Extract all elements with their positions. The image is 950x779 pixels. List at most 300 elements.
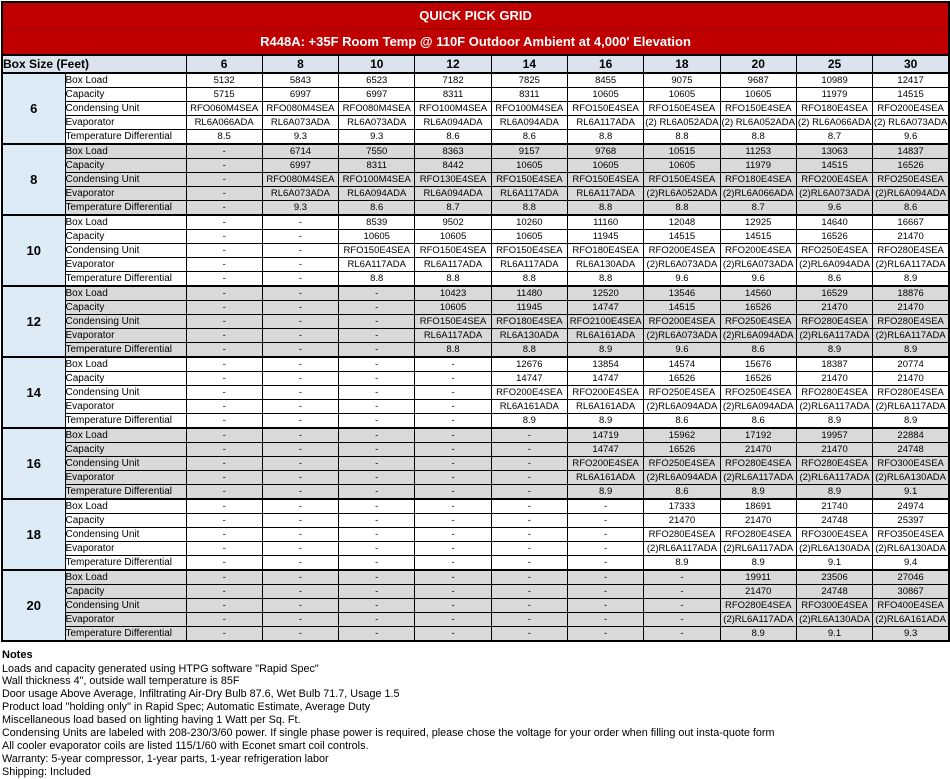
- data-cell: -: [262, 599, 338, 613]
- data-cell: 6997: [339, 88, 415, 102]
- data-cell: 16526: [644, 443, 720, 457]
- data-cell: 14640: [796, 215, 872, 230]
- table-row: [2, 286, 949, 301]
- data-cell: 21470: [873, 372, 949, 386]
- data-cell: -: [567, 542, 643, 556]
- data-cell: -: [491, 627, 567, 642]
- data-cell: -: [186, 230, 262, 244]
- data-cell: -: [491, 514, 567, 528]
- data-cell: RL6A117ADA: [415, 258, 491, 272]
- data-cell: -: [415, 585, 491, 599]
- data-cell: -: [415, 471, 491, 485]
- data-cell: 27046: [873, 570, 949, 585]
- data-cell: RL6A161ADA: [567, 400, 643, 414]
- data-cell: 8455: [567, 73, 643, 88]
- data-cell: -: [339, 499, 415, 514]
- data-cell: -: [339, 428, 415, 443]
- data-cell: -: [415, 627, 491, 642]
- row-label: Condensing Unit: [65, 315, 186, 329]
- data-cell: 8539: [339, 215, 415, 230]
- data-cell: 8.6: [644, 414, 720, 429]
- data-cell: 12925: [720, 215, 796, 230]
- data-cell: -: [491, 556, 567, 571]
- note-line: Miscellaneous load based on lighting having 1 Watt per Sq. Ft.: [2, 714, 301, 727]
- data-cell: 11945: [567, 230, 643, 244]
- table-row: [2, 585, 949, 599]
- data-cell: (2)RL6A130ADA: [873, 471, 949, 485]
- data-cell: 9687: [720, 73, 796, 88]
- data-cell: -: [262, 428, 338, 443]
- data-cell: -: [567, 585, 643, 599]
- data-cell: RFO150E4SEA: [339, 244, 415, 258]
- data-cell: RFO100M4SEA: [491, 102, 567, 116]
- data-cell: RFO180E4SEA: [491, 315, 567, 329]
- data-cell: RFO280E4SEA: [873, 386, 949, 400]
- box-size-cell-6: 6: [2, 73, 65, 144]
- data-cell: -: [186, 542, 262, 556]
- data-cell: RL6A161ADA: [491, 400, 567, 414]
- column-header-6: 6: [186, 55, 262, 73]
- table-row: [2, 301, 949, 315]
- data-cell: 8.6: [720, 414, 796, 429]
- table-row: [2, 102, 949, 116]
- row-label: Evaporator: [65, 400, 186, 414]
- data-cell: 21470: [796, 301, 872, 315]
- data-cell: 13854: [567, 357, 643, 372]
- data-cell: 21470: [796, 372, 872, 386]
- data-cell: 10989: [796, 73, 872, 88]
- notes-heading: Notes: [2, 649, 33, 661]
- notes-lines: [2, 663, 950, 779]
- box-size-cell-10: 10: [2, 215, 65, 286]
- data-cell: 7825: [491, 73, 567, 88]
- data-cell: RL6A117ADA: [491, 258, 567, 272]
- data-cell: RL6A073ADA: [339, 116, 415, 130]
- data-cell: 23506: [796, 570, 872, 585]
- data-cell: -: [186, 528, 262, 542]
- table-row: [2, 386, 949, 400]
- row-label: Evaporator: [65, 329, 186, 343]
- data-cell: 9.1: [796, 556, 872, 571]
- data-cell: -: [644, 570, 720, 585]
- row-label: Evaporator: [65, 471, 186, 485]
- data-cell: 9768: [567, 144, 643, 159]
- data-cell: 8.8: [339, 272, 415, 287]
- data-cell: (2)RL6A073ADA: [796, 187, 872, 201]
- column-header-14: 14: [491, 55, 567, 73]
- row-label: Capacity: [65, 585, 186, 599]
- data-cell: 8.6: [796, 272, 872, 287]
- note-line: Warranty: 5-year compressor, 1-year parts, 1-year refrigeration labor: [2, 752, 329, 765]
- data-cell: 7182: [415, 73, 491, 88]
- data-cell: RFO100M4SEA: [415, 102, 491, 116]
- data-cell: RFO150E4SEA: [720, 102, 796, 116]
- data-cell: 19911: [720, 570, 796, 585]
- data-cell: 8.6: [491, 130, 567, 145]
- data-cell: RFO280E4SEA: [796, 457, 872, 471]
- data-cell: 8.8: [415, 272, 491, 287]
- data-cell: -: [567, 570, 643, 585]
- row-label: Evaporator: [65, 187, 186, 201]
- box-size-cell-18: 18: [2, 499, 65, 570]
- data-cell: RL6A117ADA: [567, 187, 643, 201]
- data-cell: 18691: [720, 499, 796, 514]
- data-cell: -: [567, 528, 643, 542]
- data-cell: -: [339, 514, 415, 528]
- data-cell: (2)RL6A094ADA: [644, 400, 720, 414]
- data-cell: 10515: [644, 144, 720, 159]
- data-cell: RL6A094ADA: [491, 116, 567, 130]
- data-cell: -: [262, 286, 338, 301]
- data-cell: 21470: [644, 514, 720, 528]
- data-cell: (2)RL6A117ADA: [873, 329, 949, 343]
- column-header-10: 10: [339, 55, 415, 73]
- table-row: [2, 315, 949, 329]
- data-cell: -: [262, 499, 338, 514]
- data-cell: RFO280E4SEA: [720, 599, 796, 613]
- table-row: [2, 570, 949, 585]
- data-cell: 8.7: [720, 201, 796, 216]
- data-cell: 10605: [720, 88, 796, 102]
- data-cell: RL6A073ADA: [262, 187, 338, 201]
- data-cell: (2) RL6A052ADA: [721, 117, 795, 128]
- data-cell: RFO080M4SEA: [262, 102, 338, 116]
- data-cell: 18387: [796, 357, 872, 372]
- data-cell: 14574: [644, 357, 720, 372]
- row-label: Temperature Differential: [65, 485, 186, 500]
- data-cell: -: [262, 400, 338, 414]
- column-header-30: 30: [873, 55, 949, 73]
- column-header-12: 12: [415, 55, 491, 73]
- data-cell: 6997: [262, 159, 338, 173]
- data-cell: RL6A117ADA: [415, 329, 491, 343]
- data-cell: 16526: [644, 372, 720, 386]
- table-row: [2, 528, 949, 542]
- note-line: Product load "holding only" in Rapid Spec; Automatic Estimate, Average Duty: [2, 701, 371, 714]
- data-cell: -: [339, 329, 415, 343]
- data-cell: 14515: [796, 159, 872, 173]
- data-cell: 21470: [796, 443, 872, 457]
- data-cell: 14747: [567, 372, 643, 386]
- data-cell: 8.9: [720, 485, 796, 500]
- data-cell: RFO200E4SEA: [644, 244, 720, 258]
- data-cell: RFO400E4SEA: [873, 599, 949, 613]
- row-label: Capacity: [65, 514, 186, 528]
- data-cell: RL6A117ADA: [491, 187, 567, 201]
- data-cell: -: [491, 585, 567, 599]
- data-cell: -: [186, 414, 262, 429]
- data-cell: 11979: [796, 88, 872, 102]
- data-cell: -: [186, 215, 262, 230]
- row-label: Temperature Differential: [65, 201, 186, 216]
- data-cell: 9.6: [720, 272, 796, 287]
- data-cell: 21470: [873, 230, 949, 244]
- data-cell: (2)RL6A073ADA: [644, 329, 720, 343]
- data-cell: -: [415, 613, 491, 627]
- data-cell: -: [339, 357, 415, 372]
- data-cell: 10605: [339, 230, 415, 244]
- data-cell: -: [339, 485, 415, 500]
- data-cell: (2)RL6A117ADA: [796, 471, 872, 485]
- data-cell: RFO200E4SEA: [567, 457, 643, 471]
- data-cell: 20774: [873, 357, 949, 372]
- data-cell: 10605: [644, 159, 720, 173]
- row-label: Capacity: [65, 159, 186, 173]
- data-cell: -: [567, 613, 643, 627]
- data-cell: -: [186, 372, 262, 386]
- table-row: [2, 457, 949, 471]
- data-cell: 12417: [873, 73, 949, 88]
- row-label: Condensing Unit: [65, 386, 186, 400]
- data-cell: (2)RL6A073ADA: [644, 258, 720, 272]
- data-cell: -: [339, 414, 415, 429]
- data-cell: 8.9: [796, 485, 872, 500]
- data-cell: 15962: [644, 428, 720, 443]
- data-cell: 10605: [491, 230, 567, 244]
- data-cell: 16526: [720, 301, 796, 315]
- table-row: [2, 357, 949, 372]
- data-cell: 8311: [491, 88, 567, 102]
- data-cell: 21470: [720, 585, 796, 599]
- data-cell: 14747: [491, 372, 567, 386]
- table-row: [2, 130, 949, 145]
- table-row: [2, 88, 949, 102]
- data-cell: -: [186, 144, 262, 159]
- data-cell: -: [186, 329, 262, 343]
- note-line: All cooler evaporator coils are listed 115/1/60 with Econet smart coil controls.: [2, 739, 369, 752]
- data-cell: -: [186, 443, 262, 457]
- data-cell: -: [415, 542, 491, 556]
- data-cell: 8.9: [644, 556, 720, 571]
- data-cell: RFO200E4SEA: [567, 386, 643, 400]
- row-label: Temperature Differential: [65, 343, 186, 358]
- row-label: Box Load: [65, 570, 186, 585]
- data-cell: RFO280E4SEA: [873, 315, 949, 329]
- data-cell: -: [186, 173, 262, 187]
- data-cell: RFO150E4SEA: [415, 244, 491, 258]
- row-label: Condensing Unit: [65, 599, 186, 613]
- data-cell: RFO180E4SEA: [720, 173, 796, 187]
- data-cell: (2)RL6A117ADA: [873, 400, 949, 414]
- data-cell: RFO280E4SEA: [720, 457, 796, 471]
- note-line: Wall thickness 4", outside wall temperature is 85F: [2, 675, 240, 688]
- data-cell: 18876: [873, 286, 949, 301]
- data-cell: -: [339, 585, 415, 599]
- data-cell: -: [262, 443, 338, 457]
- data-cell: (2) RL6A052ADA: [645, 117, 719, 128]
- data-cell: -: [186, 343, 262, 358]
- data-cell: 8.9: [796, 343, 872, 358]
- data-cell: -: [262, 244, 338, 258]
- note-line: Condensing Units are labeled with 208-230/3/60 power. If single phase power is required, please chose the voltage for your order when filling out insta-quote form: [2, 727, 775, 740]
- data-cell: 16526: [796, 230, 872, 244]
- table-row: [2, 514, 949, 528]
- data-cell: RL6A130ADA: [567, 258, 643, 272]
- data-cell: (2)RL6A117ADA: [720, 613, 796, 627]
- data-cell: 30867: [873, 585, 949, 599]
- data-cell: -: [262, 315, 338, 329]
- row-label: Capacity: [65, 88, 186, 102]
- data-cell: 8442: [415, 159, 491, 173]
- data-cell: 10605: [415, 230, 491, 244]
- data-cell: -: [415, 386, 491, 400]
- data-cell: (2) RL6A073ADA: [873, 117, 948, 128]
- data-cell: 13063: [796, 144, 872, 159]
- data-cell: -: [339, 528, 415, 542]
- data-cell: 8311: [415, 88, 491, 102]
- data-cell: -: [339, 386, 415, 400]
- column-header-16: 16: [567, 55, 643, 73]
- data-cell: 8.6: [415, 130, 491, 145]
- data-cell: 16526: [720, 372, 796, 386]
- data-cell: 5132: [186, 73, 262, 88]
- column-header-18: 18: [644, 55, 720, 73]
- table-row: [2, 329, 949, 343]
- data-cell: -: [262, 414, 338, 429]
- data-cell: -: [186, 258, 262, 272]
- column-header-8: 8: [262, 55, 338, 73]
- data-cell: 8.9: [873, 272, 949, 287]
- data-cell: 14515: [873, 88, 949, 102]
- data-cell: 6997: [262, 88, 338, 102]
- data-cell: 9.6: [644, 343, 720, 358]
- data-cell: (2)RL6A130ADA: [796, 613, 872, 627]
- data-cell: -: [339, 627, 415, 642]
- data-cell: -: [186, 599, 262, 613]
- data-cell: RFO100M4SEA: [339, 173, 415, 187]
- table-row: [2, 116, 949, 130]
- data-cell: -: [339, 542, 415, 556]
- data-cell: 8.9: [567, 485, 643, 500]
- table-row: [2, 201, 949, 216]
- table-row: [2, 73, 949, 88]
- data-cell: (2)RL6A161ADA: [873, 613, 949, 627]
- table-row: [2, 215, 949, 230]
- data-cell: RFO250E4SEA: [796, 244, 872, 258]
- data-cell: RFO200E4SEA: [644, 315, 720, 329]
- row-label: Evaporator: [65, 116, 186, 130]
- data-cell: -: [262, 613, 338, 627]
- row-label: Box Load: [65, 499, 186, 514]
- data-cell: -: [567, 499, 643, 514]
- data-cell: 15676: [720, 357, 796, 372]
- data-cell: 14515: [644, 301, 720, 315]
- table-row: [2, 272, 949, 287]
- data-cell: (2)RL6A117ADA: [796, 329, 872, 343]
- row-label: Box Load: [65, 357, 186, 372]
- data-cell: -: [186, 514, 262, 528]
- data-cell: 12520: [567, 286, 643, 301]
- data-cell: (2)RL6A117ADA: [796, 400, 872, 414]
- table-row: [2, 428, 949, 443]
- data-cell: -: [644, 585, 720, 599]
- data-cell: 6714: [262, 144, 338, 159]
- data-cell: -: [262, 301, 338, 315]
- data-cell: 10260: [491, 215, 567, 230]
- box-size-cell-14: 14: [2, 357, 65, 428]
- data-cell: 10423: [415, 286, 491, 301]
- data-cell: RFO150E4SEA: [567, 102, 643, 116]
- data-cell: RFO280E4SEA: [720, 528, 796, 542]
- data-cell: -: [186, 585, 262, 599]
- data-cell: -: [339, 457, 415, 471]
- data-cell: 8.9: [796, 414, 872, 429]
- row-label: Capacity: [65, 443, 186, 457]
- data-cell: -: [186, 301, 262, 315]
- column-header-row: [2, 55, 949, 73]
- data-cell: 8.7: [415, 201, 491, 216]
- table-row: [2, 627, 949, 642]
- notes-section: [2, 649, 950, 779]
- data-cell: -: [186, 201, 262, 216]
- data-cell: -: [567, 556, 643, 571]
- data-cell: -: [415, 514, 491, 528]
- data-cell: RFO250E4SEA: [720, 315, 796, 329]
- data-cell: RFO2100E4SEA: [567, 315, 643, 329]
- data-cell: -: [186, 315, 262, 329]
- table-row: [2, 400, 949, 414]
- data-cell: -: [186, 457, 262, 471]
- data-cell: 9.6: [796, 201, 872, 216]
- row-label: Temperature Differential: [65, 130, 186, 145]
- data-cell: 11979: [720, 159, 796, 173]
- box-size-header: Box Size (Feet): [2, 55, 186, 73]
- data-cell: 8.9: [720, 627, 796, 642]
- data-cell: RFO180E4SEA: [567, 244, 643, 258]
- data-cell: -: [262, 514, 338, 528]
- data-cell: 8.9: [873, 343, 949, 358]
- data-cell: 11253: [720, 144, 796, 159]
- data-cell: (2)RL6A117ADA: [644, 542, 720, 556]
- data-cell: (2)RL6A117ADA: [873, 258, 949, 272]
- data-cell: -: [644, 599, 720, 613]
- data-cell: 9.1: [873, 485, 949, 500]
- data-cell: -: [339, 570, 415, 585]
- data-cell: -: [186, 613, 262, 627]
- data-cell: 11480: [491, 286, 567, 301]
- box-size-cell-20: 20: [2, 570, 65, 641]
- banner-subtitle-row: [2, 29, 949, 56]
- grid-title: QUICK PICK GRID: [2, 2, 949, 29]
- data-cell: -: [567, 599, 643, 613]
- data-cell: 8.8: [644, 201, 720, 216]
- data-cell: -: [186, 471, 262, 485]
- table-row: [2, 173, 949, 187]
- data-cell: (2) RL6A066ADA: [797, 117, 872, 128]
- data-cell: -: [186, 499, 262, 514]
- data-cell: -: [339, 599, 415, 613]
- data-cell: 14515: [644, 230, 720, 244]
- data-cell: 8.8: [567, 130, 643, 145]
- data-cell: RFO150E4SEA: [491, 173, 567, 187]
- table-row: [2, 144, 949, 159]
- data-cell: -: [262, 258, 338, 272]
- row-label: Box Load: [65, 73, 186, 88]
- data-cell: RFO250E4SEA: [873, 173, 949, 187]
- row-label: Box Load: [65, 144, 186, 159]
- data-cell: 16526: [873, 159, 949, 173]
- table-row: [2, 230, 949, 244]
- data-cell: -: [415, 414, 491, 429]
- data-cell: -: [186, 386, 262, 400]
- data-cell: RFO300E4SEA: [796, 599, 872, 613]
- data-cell: -: [415, 457, 491, 471]
- data-cell: 8.6: [644, 485, 720, 500]
- data-cell: RFO200E4SEA: [491, 386, 567, 400]
- data-cell: -: [186, 627, 262, 642]
- table-row: [2, 372, 949, 386]
- data-cell: 8.8: [644, 130, 720, 145]
